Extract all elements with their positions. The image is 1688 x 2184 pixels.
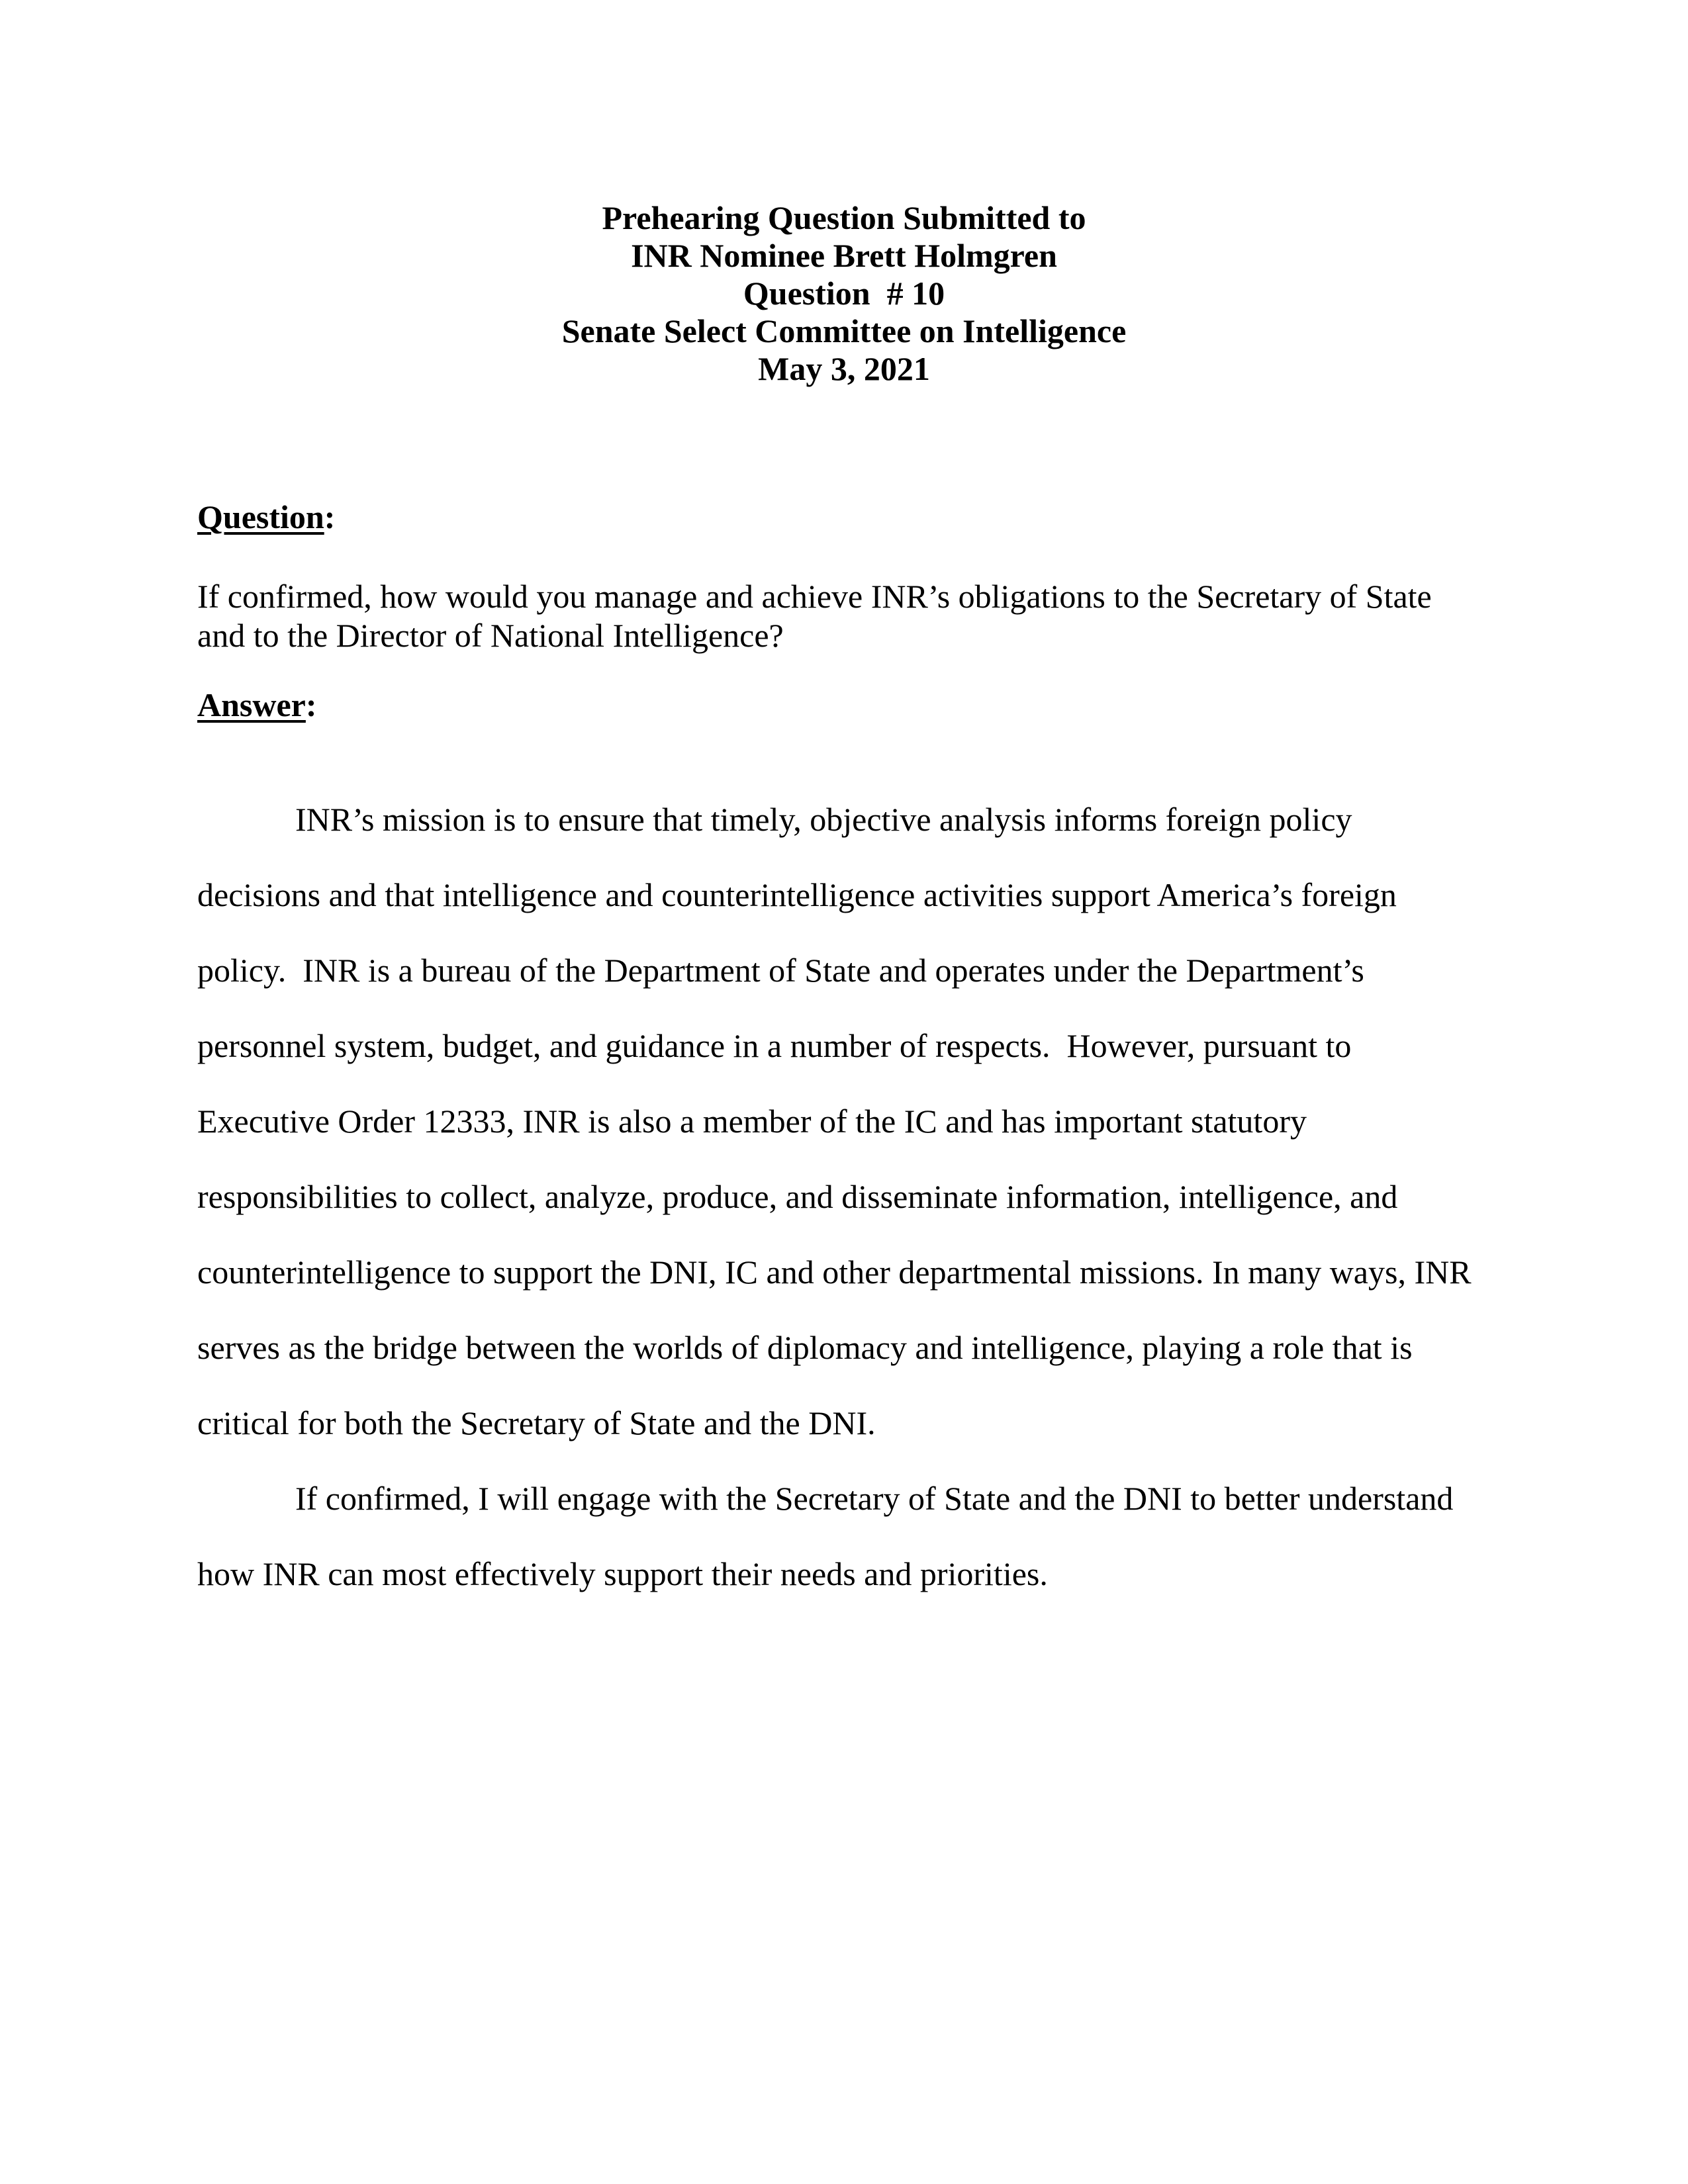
answer-line: If confirmed, I will engage with the Secretary of State and the DNI to better understand [295,1480,1454,1517]
answer-line: responsibilities to collect, analyze, produce, and disseminate information, intelligence, and [197,1178,1398,1215]
question-text [197,577,1432,655]
answer-line: INR’s mission is to ensure that timely, objective analysis informs foreign policy [295,801,1352,838]
header-line: May 3, 2021 [758,350,930,387]
answer-line: policy. INR is a bureau of the Department of State and operates under the Department’s [197,952,1364,989]
header-line: INR Nominee Brett Holmgren [631,237,1057,274]
answer-line: how INR can most effectively support their needs and priorities. [197,1555,1048,1592]
document-header [0,199,1688,387]
answer-text [197,799,1472,1629]
answer-line: serves as the bridge between the worlds of diplomacy and intelligence, playing a role that is [197,1329,1413,1366]
answer-label: Answer [197,686,306,723]
answer-line: personnel system, budget, and guidance in a number of respects. However, pursuant to [197,1027,1352,1064]
question-line: and to the Director of National Intelligence? [197,617,784,654]
question-colon: : [324,498,336,535]
answer-line: critical for both the Secretary of State and the DNI. [197,1404,876,1441]
answer-heading [197,686,317,724]
header-line: Prehearing Question Submitted to [602,199,1086,236]
answer-line: counterintelligence to support the DNI, IC and other departmental missions. In many ways, INR [197,1253,1472,1291]
answer-line: decisions and that intelligence and counterintelligence activities support America’s foreign [197,876,1397,913]
header-line: Question # 10 [743,275,945,312]
question-label: Question [197,498,324,535]
question-heading [197,498,335,536]
answer-colon: : [305,686,317,723]
answer-line: Executive Order 12333, INR is also a member of the IC and has important statutory [197,1103,1307,1140]
header-line: Senate Select Committee on Intelligence [561,312,1127,349]
question-line: If confirmed, how would you manage and achieve INR’s obligations to the Secretary of State [197,578,1432,615]
